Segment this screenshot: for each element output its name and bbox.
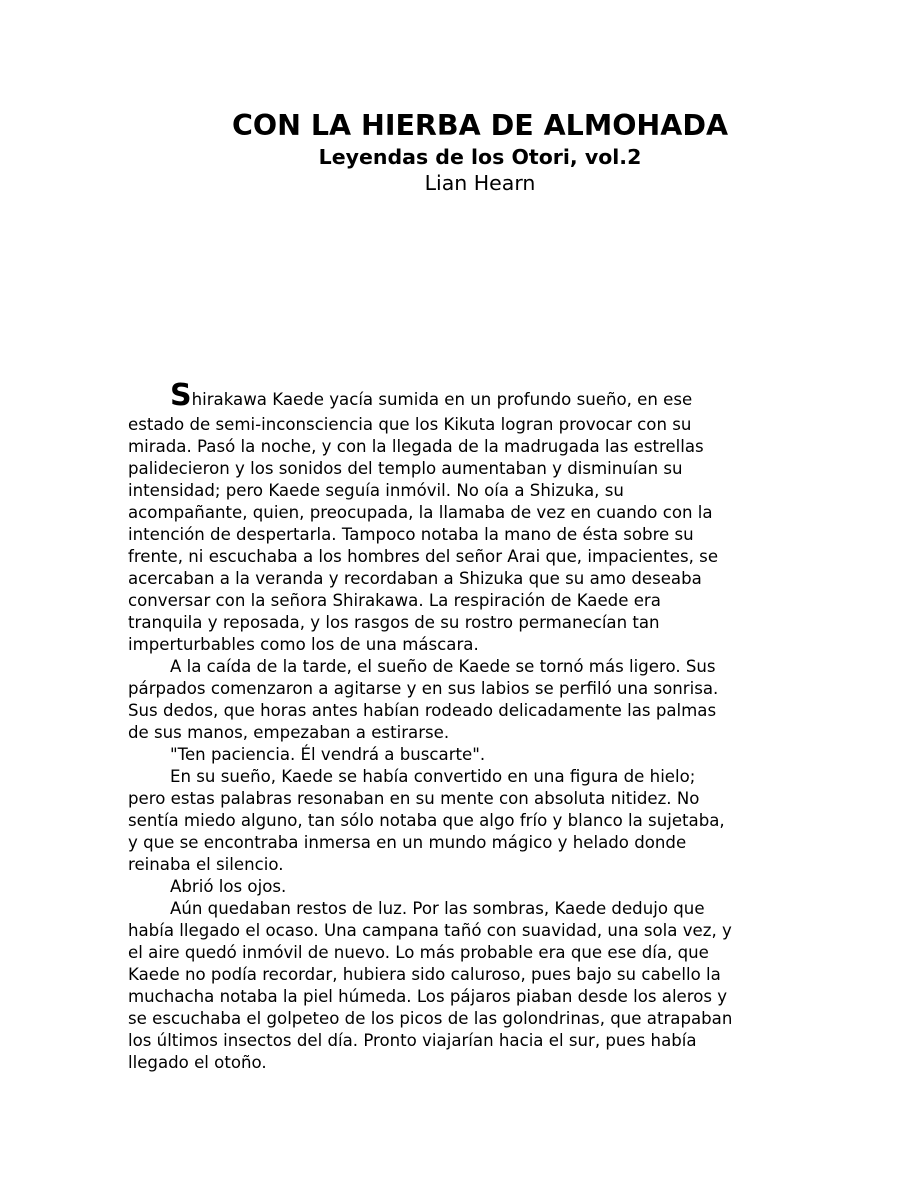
- text-line: Kaede no podía recordar, hubiera sido caluroso, pues bajo su cabello la: [128, 965, 721, 984]
- paragraph-start-line: Aún quedaban restos de luz. Por las sombras, Kaede dedujo que: [170, 899, 705, 918]
- text-line: muchacha notaba la piel húmeda. Los pájaros piaban desde los aleros y: [128, 987, 728, 1006]
- text-line: palidecieron y los sonidos del templo aumentaban y disminuían su: [128, 459, 683, 478]
- paragraph-start-line: "Ten paciencia. Él vendrá a buscarte".: [170, 745, 486, 764]
- text-line: sentía miedo alguno, tan sólo notaba que algo frío y blanco la sujetaba,: [128, 811, 725, 830]
- paragraph-start-line: A la caída de la tarde, el sueño de Kaede se tornó más ligero. Sus: [170, 657, 716, 676]
- text-line: había llegado el ocaso. Una campana tañó con suavidad, una sola vez, y: [128, 921, 732, 940]
- book-title: CON LA HIERBA DE ALMOHADA: [231, 109, 729, 142]
- text-line: Sus dedos, que horas antes habían rodeado delicadamente las palmas: [128, 701, 717, 720]
- text-line: se escuchaba el golpeteo de los picos de las golondrinas, que atrapaban: [128, 1009, 733, 1028]
- text-line: llegado el otoño.: [128, 1053, 267, 1072]
- text-line: imperturbables como los de una máscara.: [128, 635, 479, 654]
- text-line: párpados comenzaron a agitarse y en sus labios se perfiló una sonrisa.: [128, 679, 719, 698]
- text-line: estado de semi-inconsciencia que los Kikuta logran provocar con su: [128, 415, 692, 434]
- drop-cap: S: [170, 378, 192, 413]
- text-line: de sus manos, empezaban a estirarse.: [128, 723, 450, 742]
- paragraph-start-line: Abrió los ojos.: [170, 877, 287, 896]
- text-line: y que se encontraba inmersa en un mundo mágico y helado donde: [128, 833, 687, 852]
- paragraph-start-line: En su sueño, Kaede se había convertido en una figura de hielo;: [170, 767, 696, 786]
- chapter-text: [128, 378, 828, 1074]
- text-line: los últimos insectos del día. Pronto viajarían hacia el sur, pues había: [128, 1031, 697, 1050]
- text-line: acompañante, quien, preocupada, la llamaba de vez en cuando con la: [128, 503, 713, 522]
- text-line: acercaban a la veranda y recordaban a Shizuka que su amo deseaba: [128, 569, 702, 588]
- text-line: reinaba el silencio.: [128, 855, 284, 874]
- text-line: mirada. Pasó la noche, y con la llegada de la madrugada las estrellas: [128, 437, 704, 456]
- text-line: frente, ni escuchaba a los hombres del señor Arai que, impacientes, se: [128, 547, 719, 566]
- text-line: intención de despertarla. Tampoco notaba la mano de ésta sobre su: [128, 525, 694, 544]
- text-line: pero estas palabras resonaban en su mente con absoluta nitidez. No: [128, 789, 700, 808]
- text-line: el aire quedó inmóvil de nuevo. Lo más probable era que ese día, que: [128, 943, 709, 962]
- text-line: intensidad; pero Kaede seguía inmóvil. No oía a Shizuka, su: [128, 481, 624, 500]
- series-subtitle: Leyendas de los Otori, vol.2: [318, 145, 642, 169]
- first-line-text: hirakawa Kaede yacía sumida en un profundo sueño, en ese: [191, 390, 693, 409]
- text-line: tranquila y reposada, y los rasgos de su rostro permanecían tan: [128, 613, 660, 632]
- text-line: conversar con la señora Shirakawa. La respiración de Kaede era: [128, 591, 661, 610]
- title-block: [130, 108, 830, 196]
- paragraph-first-line: [128, 378, 828, 414]
- author-name: Lian Hearn: [424, 171, 536, 195]
